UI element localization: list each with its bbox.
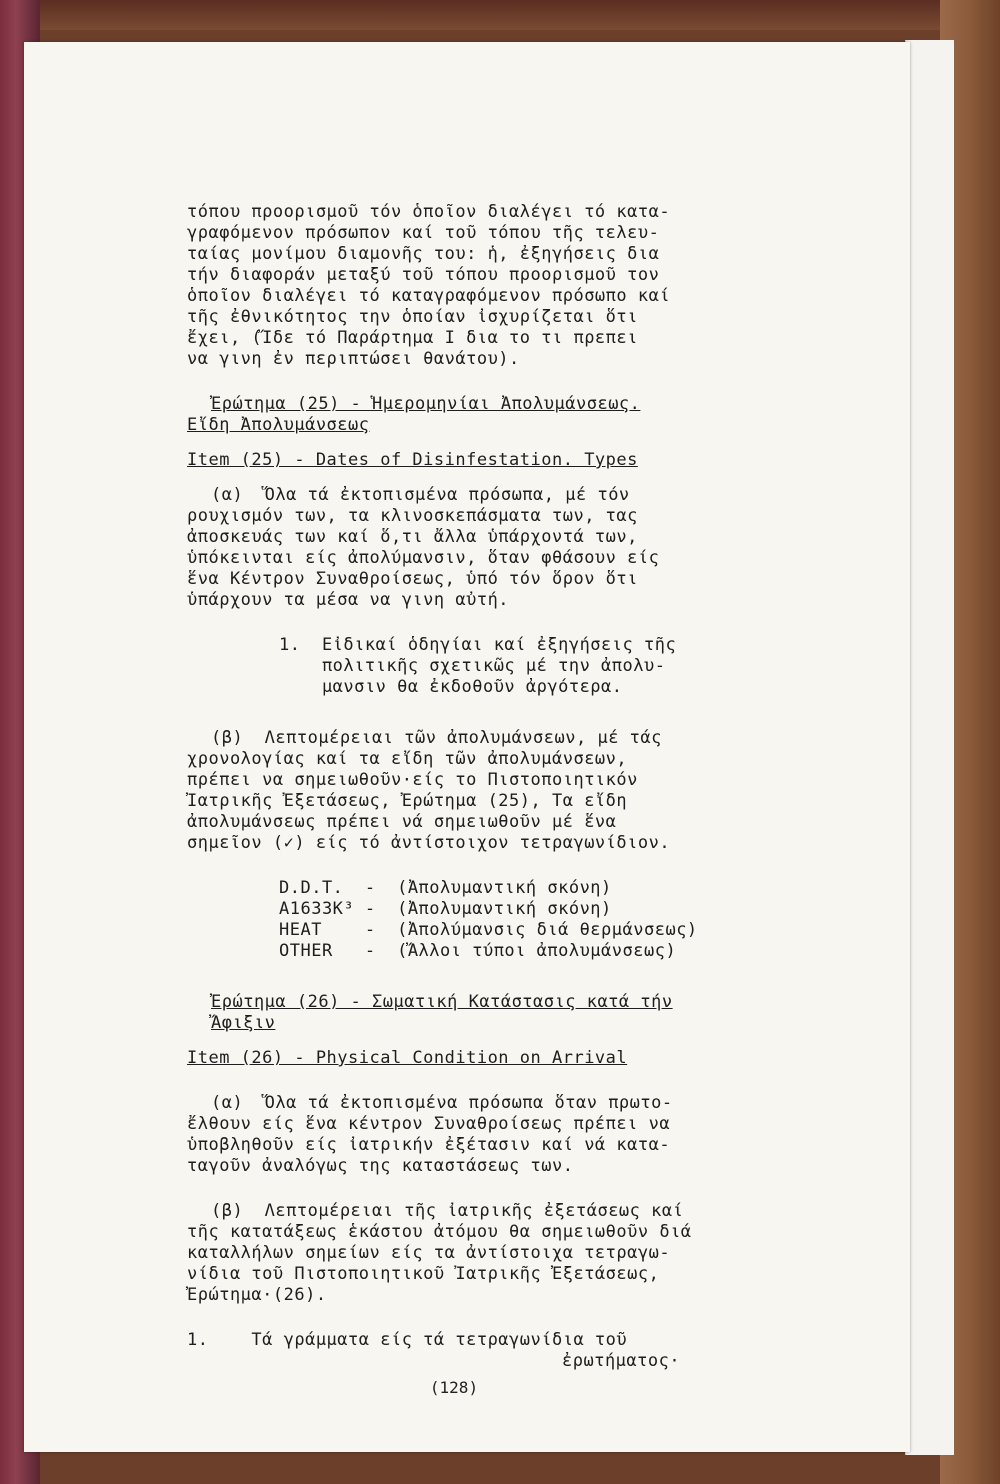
text-line: πρέπει να σημειωθοῦν·είς το Πιστοποιητικόν [187, 770, 638, 790]
intro-paragraph [187, 202, 787, 370]
item-25-section [187, 394, 787, 962]
text-line: ἐρωτήματος· [562, 1351, 681, 1371]
text-line: τῆς κατατάξεως ἑκάστου ἀτόμου θα σημειωθοῦν διά [187, 1222, 692, 1242]
text-line: ρουχισμόν των, τα κλινοσκεπάσματα των, τας [187, 506, 638, 526]
text-line: ὁποῖον διαλέγει τό καταγραφόμενον πρόσωπο καί [187, 286, 671, 306]
text-line: νίδια τοῦ Πιστοποιητικοῦ Ἰατρικῆς Ἐξετάσεως, [187, 1264, 660, 1284]
text-line: (α) Ὅλα τά ἐκτοπισμένα πρόσωπα, μέ τόν [211, 485, 630, 505]
text-line: Ἐρώτημα·(26). [187, 1285, 327, 1305]
text-line: (β) Λεπτομέρειαι τῆς ἰατρικῆς ἐξετάσεως καί [211, 1201, 684, 1221]
book-cover-top [0, 0, 1000, 30]
disinfestation-types-list [187, 878, 787, 962]
text-line: καταλλήλων σημείων είς τα ἀντίστοιχα τετραγω- [187, 1243, 671, 1263]
list-item: D.D.T. - (Ἀπολυμαντική σκόνη) [279, 878, 612, 898]
item-26-paragraph-b [187, 1201, 787, 1306]
text-line: ἔλθουν είς ἕνα κέντρον Συναθροίσεως πρέπει να [187, 1114, 671, 1134]
text-line: ἕνα Κέντρον Συναθροίσεως, ὑπό τόν ὅρον ὅτι [187, 569, 638, 589]
next-page-edge [905, 40, 954, 1455]
item-26-heading-english: Item (26) - Physical Condition on Arrival [187, 1048, 628, 1068]
item-25-heading-greek: Ἐρώτημα (25) - Ἡμερομηνίαι Ἀπολυμάνσεως. [211, 394, 641, 414]
text-line: πολιτικῆς σχετικῶς μέ την ἀπολυ- [279, 656, 666, 676]
document-page [24, 42, 910, 1452]
list-item: A1633K³ - (Ἀπολυμαντική σκόνη) [279, 899, 612, 919]
item-25-paragraph-a [187, 485, 787, 611]
text-line: ταίας μονίμου διαμονῆς του: ἡ, ἐξηγήσεις δια [187, 244, 660, 264]
list-item: OTHER - (Ἄλλοι τύποι ἀπολυμάνσεως) [279, 941, 677, 961]
item-25-paragraph-b [187, 728, 787, 854]
page-number: (128) [429, 1378, 479, 1397]
text-line: ὑπόκεινται είς ἀπολύμανσιν, ὅταν φθάσουν είς [187, 548, 660, 568]
item-25-heading-english: Item (25) - Dates of Disinfestation. Types [187, 450, 638, 470]
text-line: χρονολογίας καί τα εἴδη τῶν ἀπολυμάνσεων, [187, 749, 628, 769]
text-line: ταγοῦν ἀναλόγως της καταστάσεως των. [187, 1156, 574, 1176]
text-line: να γινη ἐν περιπτώσει θανάτου). [187, 349, 520, 369]
item-26-heading-greek: Ἐρώτημα (26) - Σωματική Κατάστασις κατά τήν [211, 992, 673, 1012]
text-line: γραφόμενον πρόσωπον καί τοῦ τόπου τῆς τελευ- [187, 223, 660, 243]
text-line: 1. Εἰδικαί ὁδηγίαι καί ἐξηγήσεις τῆς [279, 635, 677, 655]
text-line: ὑπάρχουν τα μέσα να γινη αὐτή. [187, 590, 510, 610]
page-content [187, 202, 787, 1372]
list-item: HEAT - (Ἀπολύμανσις διά θερμάνσεως) [279, 920, 698, 940]
item-25-heading-greek-cont: Εἴδη Ἀπολυμάνσεως [187, 415, 370, 435]
text-line: (α) Ὅλα τά ἐκτοπισμένα πρόσωπα ὅταν πρωτο- [211, 1093, 673, 1113]
text-line: ἔχει, (Ἴδε τό Παράρτημα I δια το τι πρεπει [187, 328, 638, 348]
text-line: Ἰατρικῆς Ἐξετάσεως, Ἐρώτημα (25), Τα εἴδη [187, 791, 628, 811]
text-line: 1. Τά γράμματα είς τά τετραγωνίδια τοῦ [187, 1330, 628, 1350]
text-line: ὑποβληθοῦν είς ἰατρικήν ἐξέτασιν καί νά κατα- [187, 1135, 671, 1155]
text-line: ἀποσκευάς των καί ὅ,τι ἄλλα ὑπάρχοντά των, [187, 527, 638, 547]
item-25-subpoint-1 [187, 635, 787, 698]
text-line: ἀπολυμάνσεως πρέπει νά σημειωθοῦν μέ ἕνα [187, 812, 617, 832]
text-line: τῆς ἐθνικότητος την ὁποίαν ἰσχυρίζεται ὅτι [187, 307, 638, 327]
text-line: τόπου προορισμοῦ τόν ὁποῖον διαλέγει τό κατα- [187, 202, 671, 222]
text-line: τήν διαφοράν μεταξύ τοῦ τόπου προορισμοῦ τον [187, 265, 660, 285]
item-26-heading-greek-cont: Ἄφιξιν [211, 1013, 276, 1033]
text-line: μανσιν θα ἐκδοθοῦν ἀργότερα. [279, 677, 623, 697]
item-26-subpoint-1 [187, 1330, 787, 1372]
item-26-section [187, 992, 787, 1372]
item-26-paragraph-a [187, 1093, 787, 1177]
text-line: (β) Λεπτομέρειαι τῶν ἀπολυμάνσεων, μέ τάς [211, 728, 662, 748]
text-line: σημεῖον (✓) είς τό ἀντίστοιχον τετραγωνίδιον. [187, 833, 671, 853]
